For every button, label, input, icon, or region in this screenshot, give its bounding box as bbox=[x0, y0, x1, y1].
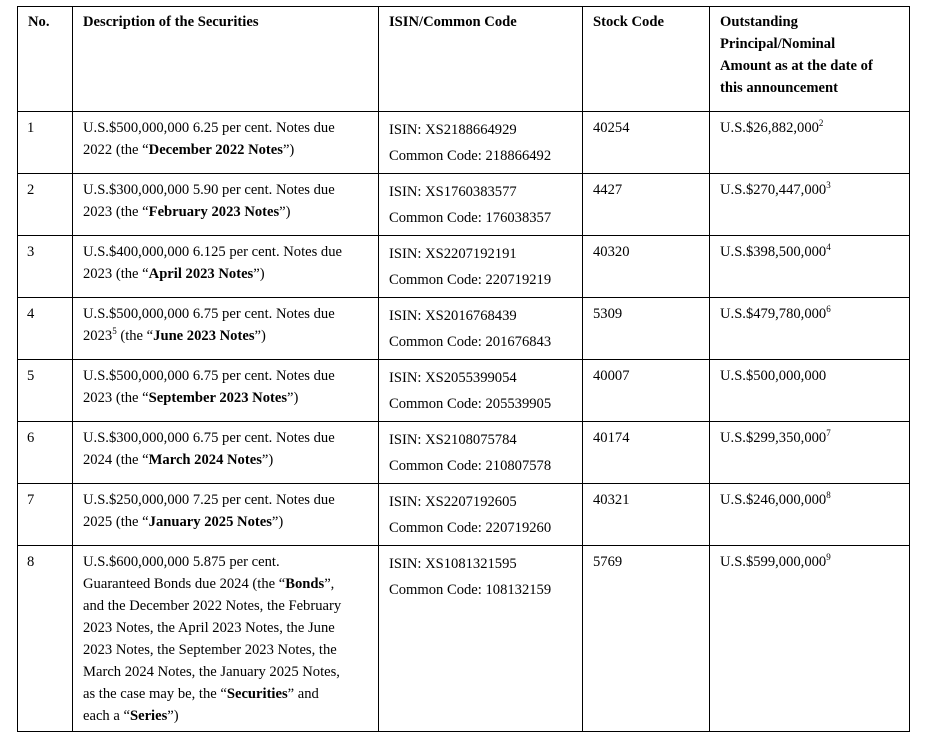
header-outstanding bbox=[710, 7, 910, 112]
description-line: each a “Series”) bbox=[83, 708, 179, 724]
securities-table bbox=[17, 6, 910, 732]
isin-code: ISIN: XS1760383577 bbox=[389, 184, 517, 200]
common-code: Common Code: 205539905 bbox=[389, 396, 552, 412]
series-name: March 2024 Notes bbox=[148, 452, 262, 468]
isin-code: ISIN: XS2055399054 bbox=[389, 370, 517, 386]
row-amount: U.S.$246,000,000$^8$ bbox=[710, 484, 910, 546]
header-outstanding-line: Amount as at the date of bbox=[720, 58, 873, 74]
header-no: No. bbox=[18, 7, 73, 112]
defined-term: Securities bbox=[226, 686, 288, 702]
row-stock-code: 40254 bbox=[583, 112, 710, 174]
row-isin bbox=[379, 484, 583, 546]
row-description bbox=[73, 484, 379, 546]
row-amount: U.S.$270,447,000$^3$ bbox=[710, 174, 910, 236]
row-stock-code: 4427 bbox=[583, 174, 710, 236]
description-line: U.S.$500,000,000 6.75 per cent. Notes due bbox=[83, 306, 335, 322]
row-description bbox=[73, 360, 379, 422]
row-amount: U.S.$299,350,000$^7$ bbox=[710, 422, 910, 484]
description-line: 2025 (the “January 2025 Notes”) bbox=[83, 514, 284, 530]
table-row bbox=[18, 236, 910, 298]
row-description bbox=[73, 236, 379, 298]
common-code: Common Code: 176038357 bbox=[389, 210, 552, 226]
description-line: and the December 2022 Notes, the February bbox=[83, 598, 342, 614]
row-amount: U.S.$599,000,000$^9$ bbox=[710, 546, 910, 732]
isin-code: ISIN: XS2207192605 bbox=[389, 494, 517, 510]
row-number: 7 bbox=[18, 484, 73, 546]
header-stock-code: Stock Code bbox=[583, 7, 710, 112]
description-line: Guaranteed Bonds due 2024 (the “Bonds”, bbox=[83, 576, 335, 592]
footnote-ref: 9 bbox=[826, 552, 831, 563]
row-isin bbox=[379, 360, 583, 422]
table-row bbox=[18, 422, 910, 484]
series-name: April 2023 Notes bbox=[148, 266, 254, 282]
common-code: Common Code: 220719219 bbox=[389, 272, 552, 288]
header-outstanding-line: Principal/Nominal bbox=[720, 36, 836, 52]
row-amount: U.S.$500,000,000 bbox=[710, 360, 910, 422]
description-line: 2023 (the “February 2023 Notes”) bbox=[83, 204, 291, 220]
common-code: Common Code: 220719260 bbox=[389, 520, 552, 536]
table-row bbox=[18, 112, 910, 174]
description-line: 2024 (the “March 2024 Notes”) bbox=[83, 452, 274, 468]
table-row bbox=[18, 360, 910, 422]
table-row bbox=[18, 174, 910, 236]
description-line: March 2024 Notes, the January 2025 Notes, bbox=[83, 664, 340, 680]
row-description bbox=[73, 112, 379, 174]
row-stock-code: 5309 bbox=[583, 298, 710, 360]
row-isin bbox=[379, 236, 583, 298]
row-stock-code: 40007 bbox=[583, 360, 710, 422]
footnote-ref: 6 bbox=[826, 304, 831, 315]
row-amount: U.S.$398,500,000$^4$ bbox=[710, 236, 910, 298]
row-stock-code: 5769 bbox=[583, 546, 710, 732]
row-stock-code: 40320 bbox=[583, 236, 710, 298]
description-line: U.S.$300,000,000 5.90 per cent. Notes due bbox=[83, 182, 335, 198]
footnote-ref: 3 bbox=[826, 180, 831, 191]
series-name: February 2023 Notes bbox=[148, 204, 280, 220]
row-number: 2 bbox=[18, 174, 73, 236]
header-outstanding-line: Outstanding bbox=[720, 14, 798, 30]
row-number: 4 bbox=[18, 298, 73, 360]
description-line: U.S.$500,000,000 6.75 per cent. Notes due bbox=[83, 368, 335, 384]
isin-code: ISIN: XS1081321595 bbox=[389, 556, 517, 572]
table-row bbox=[18, 546, 910, 732]
row-number: 8 bbox=[18, 546, 73, 732]
row-number: 1 bbox=[18, 112, 73, 174]
footnote-ref: 5 bbox=[112, 326, 117, 337]
common-code: Common Code: 201676843 bbox=[389, 334, 552, 350]
series-name: Bonds bbox=[285, 576, 325, 592]
isin-code: ISIN: XS2207192191 bbox=[389, 246, 517, 262]
common-code: Common Code: 108132159 bbox=[389, 582, 552, 598]
header-isin: ISIN/Common Code bbox=[379, 7, 583, 112]
row-number: 6 bbox=[18, 422, 73, 484]
description-line: 2022 (the “December 2022 Notes”) bbox=[83, 142, 295, 158]
row-amount: U.S.$479,780,000$^6$ bbox=[710, 298, 910, 360]
isin-code: ISIN: XS2108075784 bbox=[389, 432, 517, 448]
description-line: 2023 Notes, the September 2023 Notes, the bbox=[83, 642, 337, 658]
header-row bbox=[18, 7, 910, 112]
common-code: Common Code: 218866492 bbox=[389, 148, 552, 164]
row-isin bbox=[379, 112, 583, 174]
series-name: December 2022 Notes bbox=[148, 142, 283, 158]
row-isin bbox=[379, 298, 583, 360]
row-stock-code: 40321 bbox=[583, 484, 710, 546]
header-description: Description of the Securities bbox=[73, 7, 379, 112]
footnote-ref: 2 bbox=[818, 118, 824, 129]
row-number: 3 bbox=[18, 236, 73, 298]
series-name: January 2025 Notes bbox=[148, 514, 272, 530]
row-description bbox=[73, 422, 379, 484]
isin-code: ISIN: XS2188664929 bbox=[389, 122, 517, 138]
row-isin bbox=[379, 422, 583, 484]
row-description bbox=[73, 174, 379, 236]
row-stock-code: 40174 bbox=[583, 422, 710, 484]
row-description bbox=[73, 546, 379, 732]
footnote-ref: 7 bbox=[826, 428, 831, 439]
table-row bbox=[18, 484, 910, 546]
row-isin bbox=[379, 174, 583, 236]
series-name: September 2023 Notes bbox=[148, 390, 288, 406]
defined-term: Series bbox=[129, 708, 168, 724]
footnote-ref: 4 bbox=[826, 242, 831, 253]
description-line: 2023 Notes, the April 2023 Notes, the June bbox=[83, 620, 335, 636]
row-isin bbox=[379, 546, 583, 732]
common-code: Common Code: 210807578 bbox=[389, 458, 552, 474]
description-line: U.S.$400,000,000 6.125 per cent. Notes due bbox=[83, 244, 343, 260]
row-number: 5 bbox=[18, 360, 73, 422]
table-row bbox=[18, 298, 910, 360]
description-line: 2023 (the “September 2023 Notes”) bbox=[83, 390, 299, 406]
description-line: as the case may be, the “Securities” and bbox=[83, 686, 319, 702]
description-line: U.S.$250,000,000 7.25 per cent. Notes due bbox=[83, 492, 335, 508]
description-line: U.S.$500,000,000 6.25 per cent. Notes due bbox=[83, 120, 335, 136]
header-outstanding-line: this announcement bbox=[720, 80, 838, 96]
series-name: June 2023 Notes bbox=[153, 328, 255, 344]
description-line: 2023$^5$ (the “June 2023 Notes”) bbox=[83, 326, 266, 344]
row-amount: U.S.$26,882,000$^2$ bbox=[710, 112, 910, 174]
description-line: 2023 (the “April 2023 Notes”) bbox=[83, 266, 265, 282]
description-line: U.S.$600,000,000 5.875 per cent. bbox=[83, 554, 280, 570]
footnote-ref: 8 bbox=[826, 490, 831, 501]
isin-code: ISIN: XS2016768439 bbox=[389, 308, 517, 324]
row-description bbox=[73, 298, 379, 360]
description-line: U.S.$300,000,000 6.75 per cent. Notes due bbox=[83, 430, 335, 446]
